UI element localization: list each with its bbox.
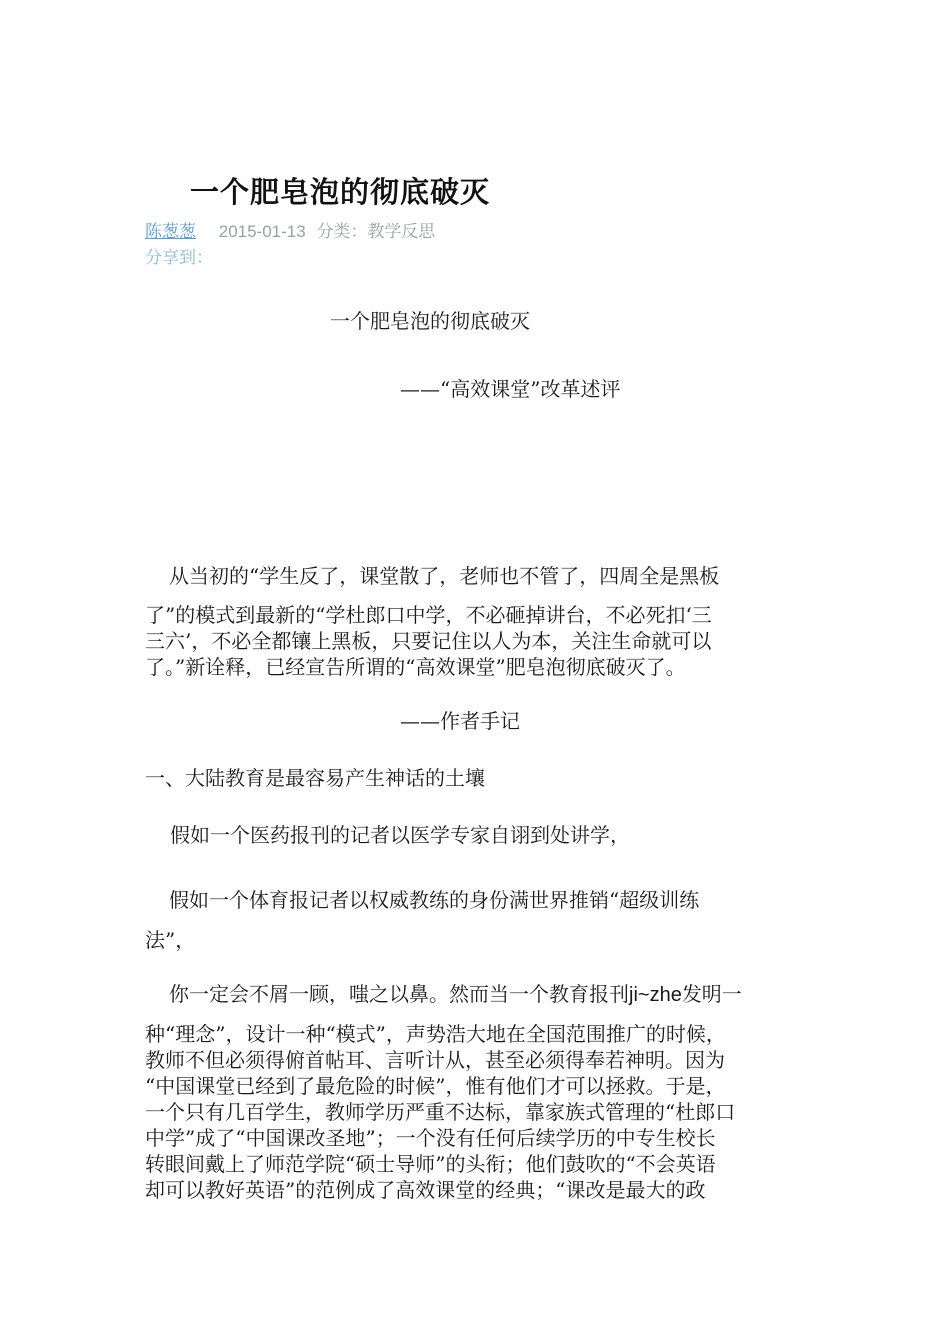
- category-label: 分类：教学反思: [316, 222, 436, 241]
- paragraph-line: “中国课堂已经到了最危险的时候”，惟有他们才可以拯救。于是，: [145, 1074, 726, 1098]
- paragraph-text: 发明一: [681, 982, 742, 1006]
- paragraph-suppose-1: 假如一个医药报刊的记者以医学专家自诩到处讲学，: [170, 823, 630, 847]
- paragraph-line: [145, 980, 810, 1009]
- paragraph-line: 种“理念”，设计一种“模式”，声势浩大地在全国范围推广的时候，: [145, 1022, 726, 1046]
- intro-line: 了。”新诠释，已经宣告所谓的“高效课堂”肥皂泡彻底破灭了。: [145, 655, 686, 679]
- publish-date: 2015-01-13: [218, 222, 306, 241]
- paragraph-line: 却可以教好英语”的范例成了高效课堂的经典；“课改是最大的政: [145, 1178, 706, 1202]
- subtitle-sub: ——“高效课堂”改革述评: [400, 377, 621, 401]
- paragraph-main: [145, 980, 810, 1203]
- intro-paragraph: [145, 562, 810, 680]
- author-note-signature: ——作者手记: [400, 709, 520, 733]
- paragraph-line: 中学”成了“中国课改圣地”；一个没有任何后续学历的中专生校长: [145, 1126, 716, 1150]
- paragraph-line: 法”，: [145, 928, 196, 952]
- paragraph-suppose-2: [145, 886, 810, 954]
- paragraph-line: 教师不但必须得俯首帖耳、言听计从，甚至必须得奉若神明。因为: [145, 1048, 725, 1072]
- intro-line: 三六’，不必全都镶上黑板，只要记住以人为本，关注生命就可以: [145, 629, 712, 653]
- subtitle-main: 一个肥皂泡的彻底破灭: [330, 309, 530, 333]
- article-meta: [145, 217, 435, 242]
- section-heading: 一、大陆教育是最容易产生神话的土壤: [145, 766, 485, 790]
- intro-line: 从当初的“学生反了，课堂散了，老师也不管了，四周全是黑板: [169, 564, 720, 588]
- paragraph-text-latin: ji~zhe: [629, 984, 682, 1006]
- paragraph-text: 你一定会不屑一顾，嗤之以鼻。然而当一个教育报刊: [169, 982, 629, 1006]
- intro-line: 了”的模式到最新的“学杜郎口中学，不必砸掉讲台，不必死扣‘三: [145, 603, 712, 627]
- share-label[interactable]: 分享到：: [145, 248, 213, 268]
- paragraph-line: 假如一个体育报记者以权威教练的身份满世界推销“超级训练: [169, 888, 700, 912]
- author-link[interactable]: 陈葱葱: [145, 222, 196, 242]
- paragraph-line: 转眼间戴上了师范学院“硕士导师”的头衔；他们鼓吹的“不会英语: [145, 1152, 716, 1176]
- article-title: 一个肥皂泡的彻底破灭: [190, 175, 491, 209]
- paragraph-line: 一个只有几百学生，教师学历严重不达标，靠家族式管理的“杜郎口: [145, 1100, 736, 1124]
